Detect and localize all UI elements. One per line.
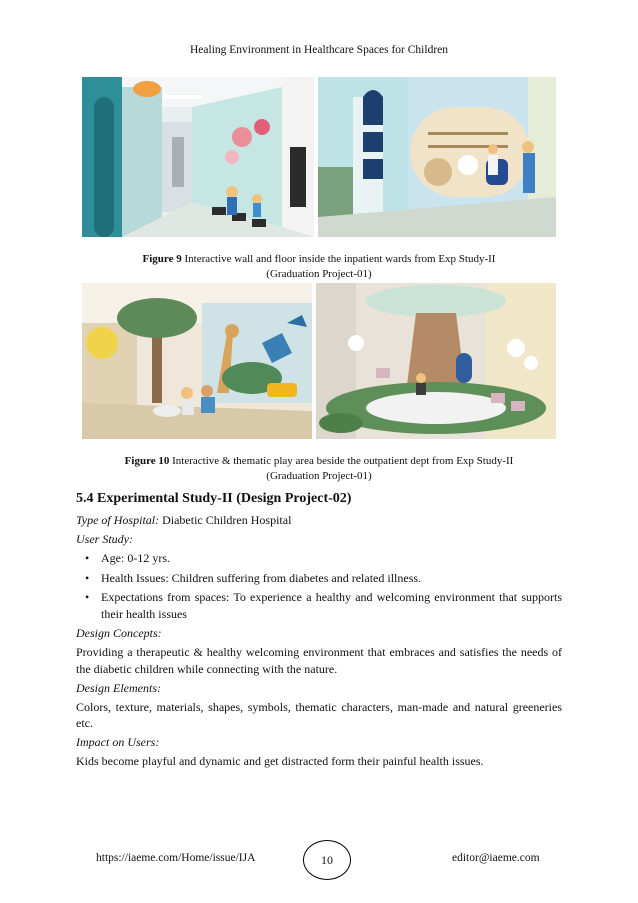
design-elements-text: Colors, texture, materials, shapes, symbols, thematic characters, man-made and natural greeneries etc. <box>76 699 562 730</box>
figure-10-images <box>82 283 556 439</box>
editor-email-link[interactable]: editor@iaeme.com <box>452 852 540 864</box>
section-body <box>76 512 562 772</box>
running-head: Healing Environment in Healthcare Spaces for Children <box>189 44 449 56</box>
user-study-label: User Study: <box>76 532 133 546</box>
figure-10-caption-text: Interactive & thematic play area beside the outpatient dept from Exp Study-II <box>169 455 514 467</box>
figure-9-images <box>82 77 556 237</box>
tree-play-area-render <box>316 283 556 439</box>
figure-9-caption-text: Interactive wall and floor inside the inpatient wards from Exp Study-II <box>181 253 496 265</box>
ward-corridor-render <box>82 77 314 237</box>
design-concepts-label: Design Concepts: <box>76 626 162 640</box>
design-concepts-text: Providing a therapeutic & healthy welcoming environment that embraces and satisfies the needs of the diabetic children while connecting with the nature. <box>76 645 562 676</box>
hospital-type-value: Diabetic Children Hospital <box>159 513 292 527</box>
hospital-type-label: Type of Hospital: <box>76 513 160 527</box>
list-item: • Expectations from spaces: To experience a healthy and welcoming environment that supports their health issues <box>76 589 562 622</box>
journal-url-link[interactable]: https://iaeme.com/Home/issue/IJA <box>96 852 256 864</box>
figure-10-label: Figure 10 <box>124 455 170 467</box>
list-item: • Health Issues: Children suffering from diabetes and related illness. <box>76 570 562 587</box>
thematic-play-area-render <box>82 283 312 439</box>
page-number: 10 <box>303 840 351 880</box>
list-item: • Age: 0-12 yrs. <box>76 550 562 567</box>
ward-interactive-wall-render <box>318 77 556 237</box>
user-study-list <box>76 550 562 622</box>
impact-text: Kids become playful and dynamic and get distracted form their painful health issues. <box>76 754 484 768</box>
hospital-type-line <box>76 512 562 529</box>
figure-9-caption <box>60 252 578 282</box>
impact-label: Impact on Users: <box>76 735 160 749</box>
figure-9-label: Figure 9 <box>142 253 182 265</box>
figure-10-caption-source: (Graduation Project-01) <box>266 470 372 482</box>
figure-10-caption <box>60 454 578 484</box>
design-elements-label: Design Elements: <box>76 680 161 695</box>
section-heading: 5.4 Experimental Study-II (Design Project-02) <box>76 491 352 506</box>
figure-9-caption-source: (Graduation Project-01) <box>266 268 372 280</box>
page-footer <box>0 840 638 880</box>
